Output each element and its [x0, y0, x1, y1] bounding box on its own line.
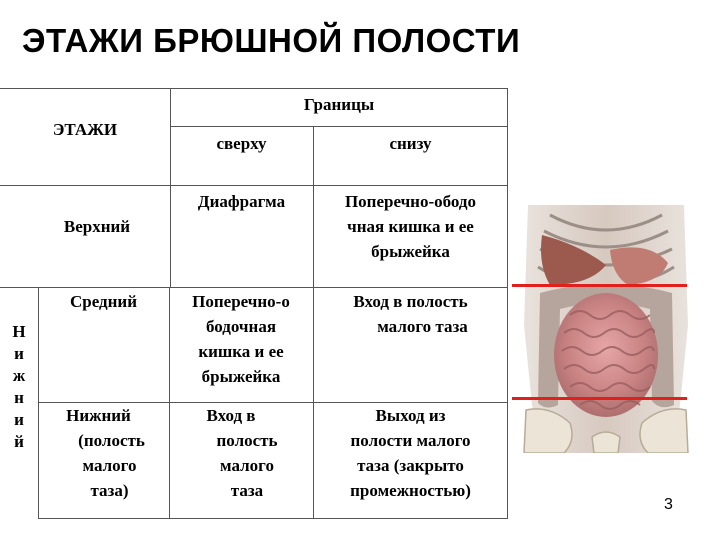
middle-bottom-line: Вход в полость	[353, 292, 468, 311]
middle-bottom-line: малого таза	[377, 317, 468, 336]
header-top	[170, 131, 313, 156]
table-line-upper-bottom	[0, 287, 508, 288]
lower-top-line: Вход в	[206, 406, 256, 425]
middle-floor-name: Средний	[69, 292, 138, 311]
slide-title: ЭТАЖИ БРЮШНОЙ ПОЛОСТИ	[22, 22, 521, 59]
middle-floor-bottom	[313, 289, 508, 339]
upper-bottom-line: брыжейка	[371, 242, 450, 261]
boundary-line-lower	[512, 397, 687, 400]
header-bottom	[313, 131, 508, 156]
header-top-label: сверху	[216, 134, 267, 153]
lower-floor-vertical-label	[0, 321, 38, 453]
lower-bottom-line: промежностью)	[350, 481, 471, 500]
vertical-letter: н	[14, 388, 24, 407]
lower-name-line: таза)	[90, 481, 129, 500]
vertical-letter: и	[14, 410, 24, 429]
vertical-letter: и	[14, 344, 24, 363]
header-bounds-label: Границы	[303, 95, 375, 114]
lower-bottom-line: Выход из	[375, 406, 446, 425]
upper-floor-name: Верхний	[63, 217, 131, 236]
lower-floor-bottom	[313, 403, 508, 503]
header-bounds	[170, 92, 508, 117]
abdomen-illustration	[520, 205, 692, 453]
table-line-subheader	[170, 126, 508, 127]
page-number: 3	[664, 496, 673, 513]
vertical-letter: Н	[12, 322, 26, 341]
middle-top-line: бодочная	[205, 317, 277, 336]
lower-top-line: малого	[220, 456, 274, 475]
boundary-line-upper	[512, 284, 687, 287]
table-col-line-1	[170, 88, 171, 287]
vertical-letter: й	[14, 432, 24, 451]
upper-bottom-line: Поперечно-ободо	[344, 192, 477, 211]
upper-floor-bottom	[313, 189, 508, 264]
table-line-header-bottom	[0, 185, 508, 186]
header-floors	[0, 88, 170, 185]
lower-top-line: таза	[230, 481, 264, 500]
lower-name-line: малого	[82, 456, 137, 475]
lower-top-line: полость	[216, 431, 278, 450]
middle-top-line: Поперечно-о	[192, 292, 290, 311]
middle-top-line: кишка и ее	[198, 342, 284, 361]
upper-bottom-line: чная кишка и ее	[347, 217, 474, 236]
middle-floor-top	[169, 289, 313, 389]
lower-bottom-line: полости малого	[350, 431, 471, 450]
lower-bottom-line: таза (закрыто	[357, 456, 464, 475]
lower-name-line: (полость	[78, 431, 145, 450]
abdomen-drawing	[520, 205, 692, 453]
lower-floor-name	[38, 403, 169, 503]
vertical-letter: ж	[12, 366, 26, 385]
upper-floor-top: Диафрагма	[197, 192, 286, 211]
lower-name-line: Нижний	[66, 406, 131, 425]
table-border-bottom	[38, 518, 508, 519]
middle-top-line: брыжейка	[201, 367, 281, 386]
header-floors-label: ЭТАЖИ	[52, 120, 118, 139]
header-bottom-label: снизу	[389, 134, 432, 153]
lower-floor-top	[169, 403, 313, 503]
